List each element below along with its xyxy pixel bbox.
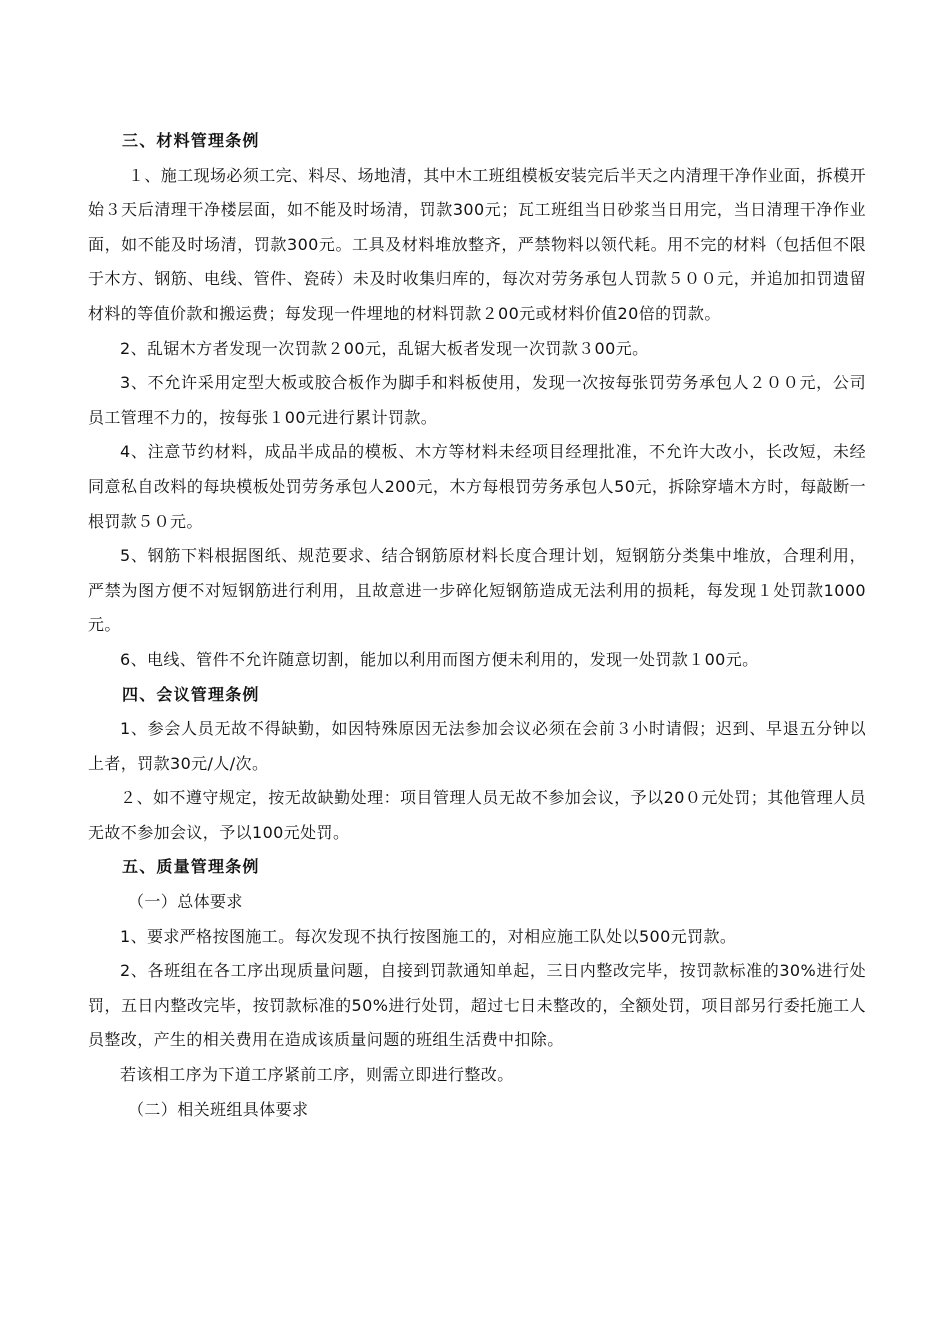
meeting-clause-2: ２、如不遵守规定，按无故缺勤处理：项目管理人员无故不参加会议，予以20０元处罚；其他管理人员无故不参加会议，予以100元处罚。	[88, 788, 866, 842]
section-heading-meeting: 四、会议管理条例	[122, 684, 260, 704]
quality-clause-1: 1、要求严格按图施工。每次发现不执行按图施工的，对相应施工队处以500元罚款。	[120, 926, 737, 946]
section-heading-quality: 五、质量管理条例	[122, 857, 260, 877]
material-clause-5: 5、钢筋下料根据图纸、规范要求、结合钢筋原材料长度合理计划，短钢筋分类集中堆放，合理利用，严禁为图方便不对短钢筋进行利用，且故意进一步碎化短钢筋造成无法利用的损耗，每发现１处罚款1000元。	[88, 546, 866, 635]
material-clause-4: 4、注意节约材料，成品半成品的模板、木方等材料未经项目经理批准，不允许大改小，长改短，未经同意私自改料的每块模板处罚劳务承包人200元，木方每根罚劳务承包人50元，拆除穿墙木方时，每敲断一根罚款５０元。	[88, 442, 866, 531]
quality-subheading-teams: （二）相关班组具体要求	[128, 1099, 309, 1119]
quality-note: 若该相工序为下道工序紧前工序，则需立即进行整改。	[120, 1065, 514, 1085]
quality-subheading-general: （一）总体要求	[128, 892, 243, 912]
material-clause-2: 2、乱锯木方者发现一次罚款２00元，乱锯大板者发现一次罚款３00元。	[120, 338, 649, 358]
meeting-clause-1: 1、参会人员无故不得缺勤，如因特殊原因无法参加会议必须在会前３小时请假；迟到、早退五分钟以上者，罚款30元/人/次。	[88, 719, 866, 773]
material-clause-1: １、施工现场必须工完、料尽、场地清，其中木工班组模板安装完后半天之内清理干净作业面，拆模开始３天后清理干净楼层面，如不能及时场清，罚款300元；瓦工班组当日砂浆当日用完，当日清理干净作业面，如不能及时场清，罚款300元。工具及材料堆放整齐，严禁物料以领代耗。用不完的材料（包括但不限于木方、钢筋、电线、管件、瓷砖）未及时收集归库的，每次对劳务承包人罚款５００元，并追加扣罚遗留材料的等值价款和搬运费；每发现一件埋地的材料罚款２00元或材料价值20倍的罚款。	[88, 165, 867, 323]
document-body	[88, 124, 866, 1127]
quality-clause-2: 2、各班组在各工序出现质量问题，自接到罚款通知单起，三日内整改完毕，按罚款标准的30%进行处罚，五日内整改完毕，按罚款标准的50%进行处罚，超过七日未整改的，全额处罚，项目部另行委托施工人员整改，产生的相关费用在造成该质量问题的班组生活费中扣除。	[88, 961, 866, 1050]
material-clause-3: 3、不允许采用定型大板或胶合板作为脚手和料板使用，发现一次按每张罚劳务承包人２００元，公司员工管理不力的，按每张１00元进行累计罚款。	[88, 373, 866, 427]
section-heading-material: 三、材料管理条例	[122, 131, 260, 150]
material-clause-6: 6、电线、管件不允许随意切割，能加以利用而图方便未利用的，发现一处罚款１00元。	[120, 649, 759, 669]
